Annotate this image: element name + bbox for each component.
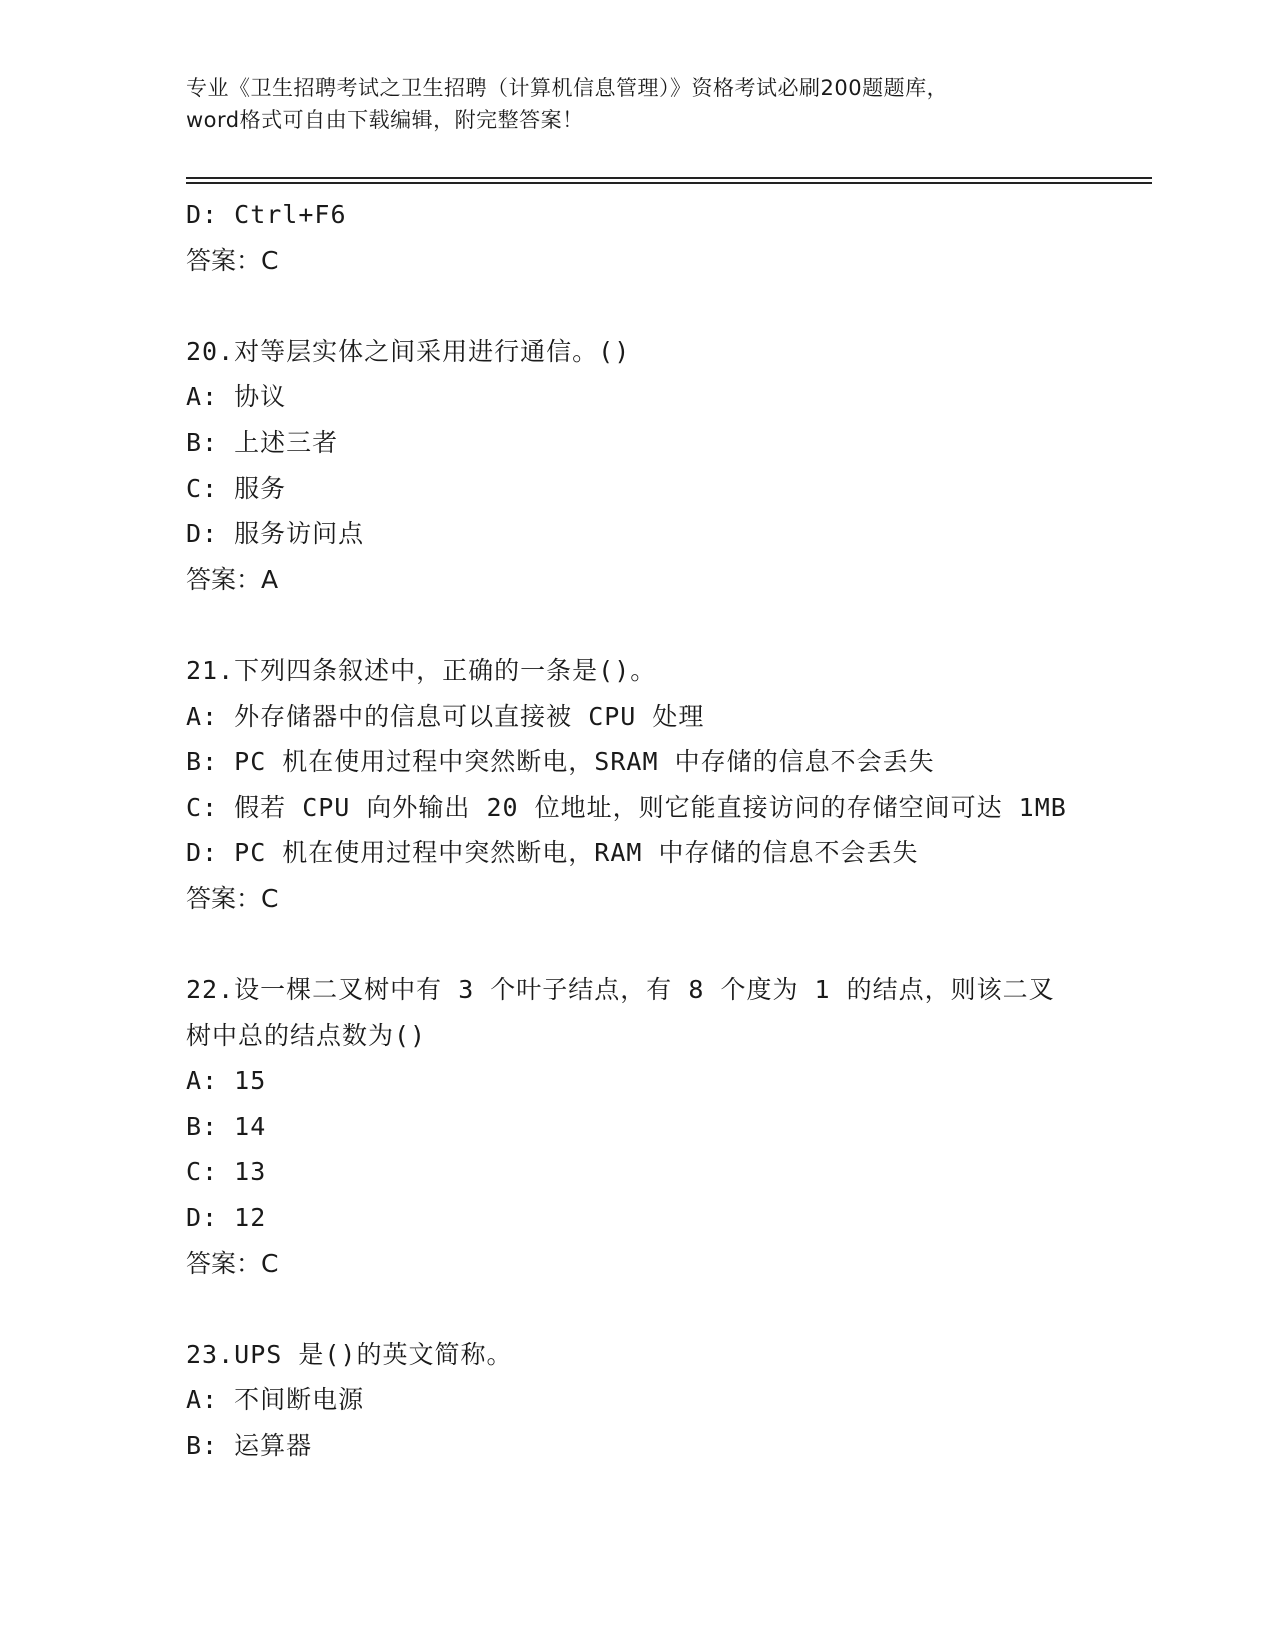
option-c: C: 13 bbox=[186, 1157, 267, 1187]
header-title-line-2: word格式可自由下载编辑，附完整答案！ bbox=[186, 108, 584, 132]
option-b: B: 运算器 bbox=[186, 1431, 313, 1461]
question-21 bbox=[186, 648, 1166, 922]
document-header bbox=[186, 72, 1086, 136]
question-stem-line-1: 22.设一棵二叉树中有 3 个叶子结点，有 8 个度为 1 的结点，则该二叉 bbox=[186, 975, 1055, 1005]
question-stem: 21.下列四条叙述中，正确的一条是()。 bbox=[186, 655, 657, 685]
option-a: A: 15 bbox=[186, 1066, 267, 1096]
option-c: C: 假若 CPU 向外输出 20 位地址，则它能直接访问的存储空间可达 1MB bbox=[186, 792, 1067, 822]
question-stem-line-2: 树中总的结点数为() bbox=[186, 1020, 427, 1050]
answer: 答案：C bbox=[186, 245, 279, 275]
option-b: B: 14 bbox=[186, 1111, 267, 1141]
option-d: D: PC 机在使用过程中突然断电，RAM 中存储的信息不会丢失 bbox=[186, 838, 919, 868]
option-b: B: 上述三者 bbox=[186, 427, 339, 457]
option-d: D: 12 bbox=[186, 1203, 267, 1233]
question-stem: 20.对等层实体之间采用进行通信。() bbox=[186, 336, 631, 366]
answer: 答案：A bbox=[186, 564, 279, 594]
spacer bbox=[186, 602, 1166, 648]
option-d: D: Ctrl+F6 bbox=[186, 200, 347, 229]
question-20 bbox=[186, 329, 1166, 603]
spacer bbox=[186, 1286, 1166, 1332]
header-title-line-1: 专业《卫生招聘考试之卫生招聘（计算机信息管理）》资格考试必刷200题题库， bbox=[186, 76, 949, 100]
question-stem: 23.UPS 是()的英文简称。 bbox=[186, 1339, 513, 1369]
option-a: A: 不间断电源 bbox=[186, 1385, 365, 1415]
option-b: B: PC 机在使用过程中突然断电，SRAM 中存储的信息不会丢失 bbox=[186, 747, 935, 777]
previous-question-tail bbox=[186, 192, 1166, 283]
answer: 答案：C bbox=[186, 1248, 279, 1278]
header-divider-bottom bbox=[186, 182, 1152, 184]
option-a: A: 外存储器中的信息可以直接被 CPU 处理 bbox=[186, 701, 705, 731]
option-a: A: 协议 bbox=[186, 382, 287, 412]
option-d: D: 服务访问点 bbox=[186, 519, 365, 549]
answer: 答案：C bbox=[186, 883, 279, 913]
spacer bbox=[186, 922, 1166, 968]
spacer bbox=[186, 283, 1166, 329]
header-divider-top bbox=[186, 177, 1152, 179]
option-c: C: 服务 bbox=[186, 473, 287, 503]
question-list bbox=[186, 192, 1166, 1469]
question-22 bbox=[186, 967, 1166, 1286]
question-23 bbox=[186, 1332, 1166, 1469]
